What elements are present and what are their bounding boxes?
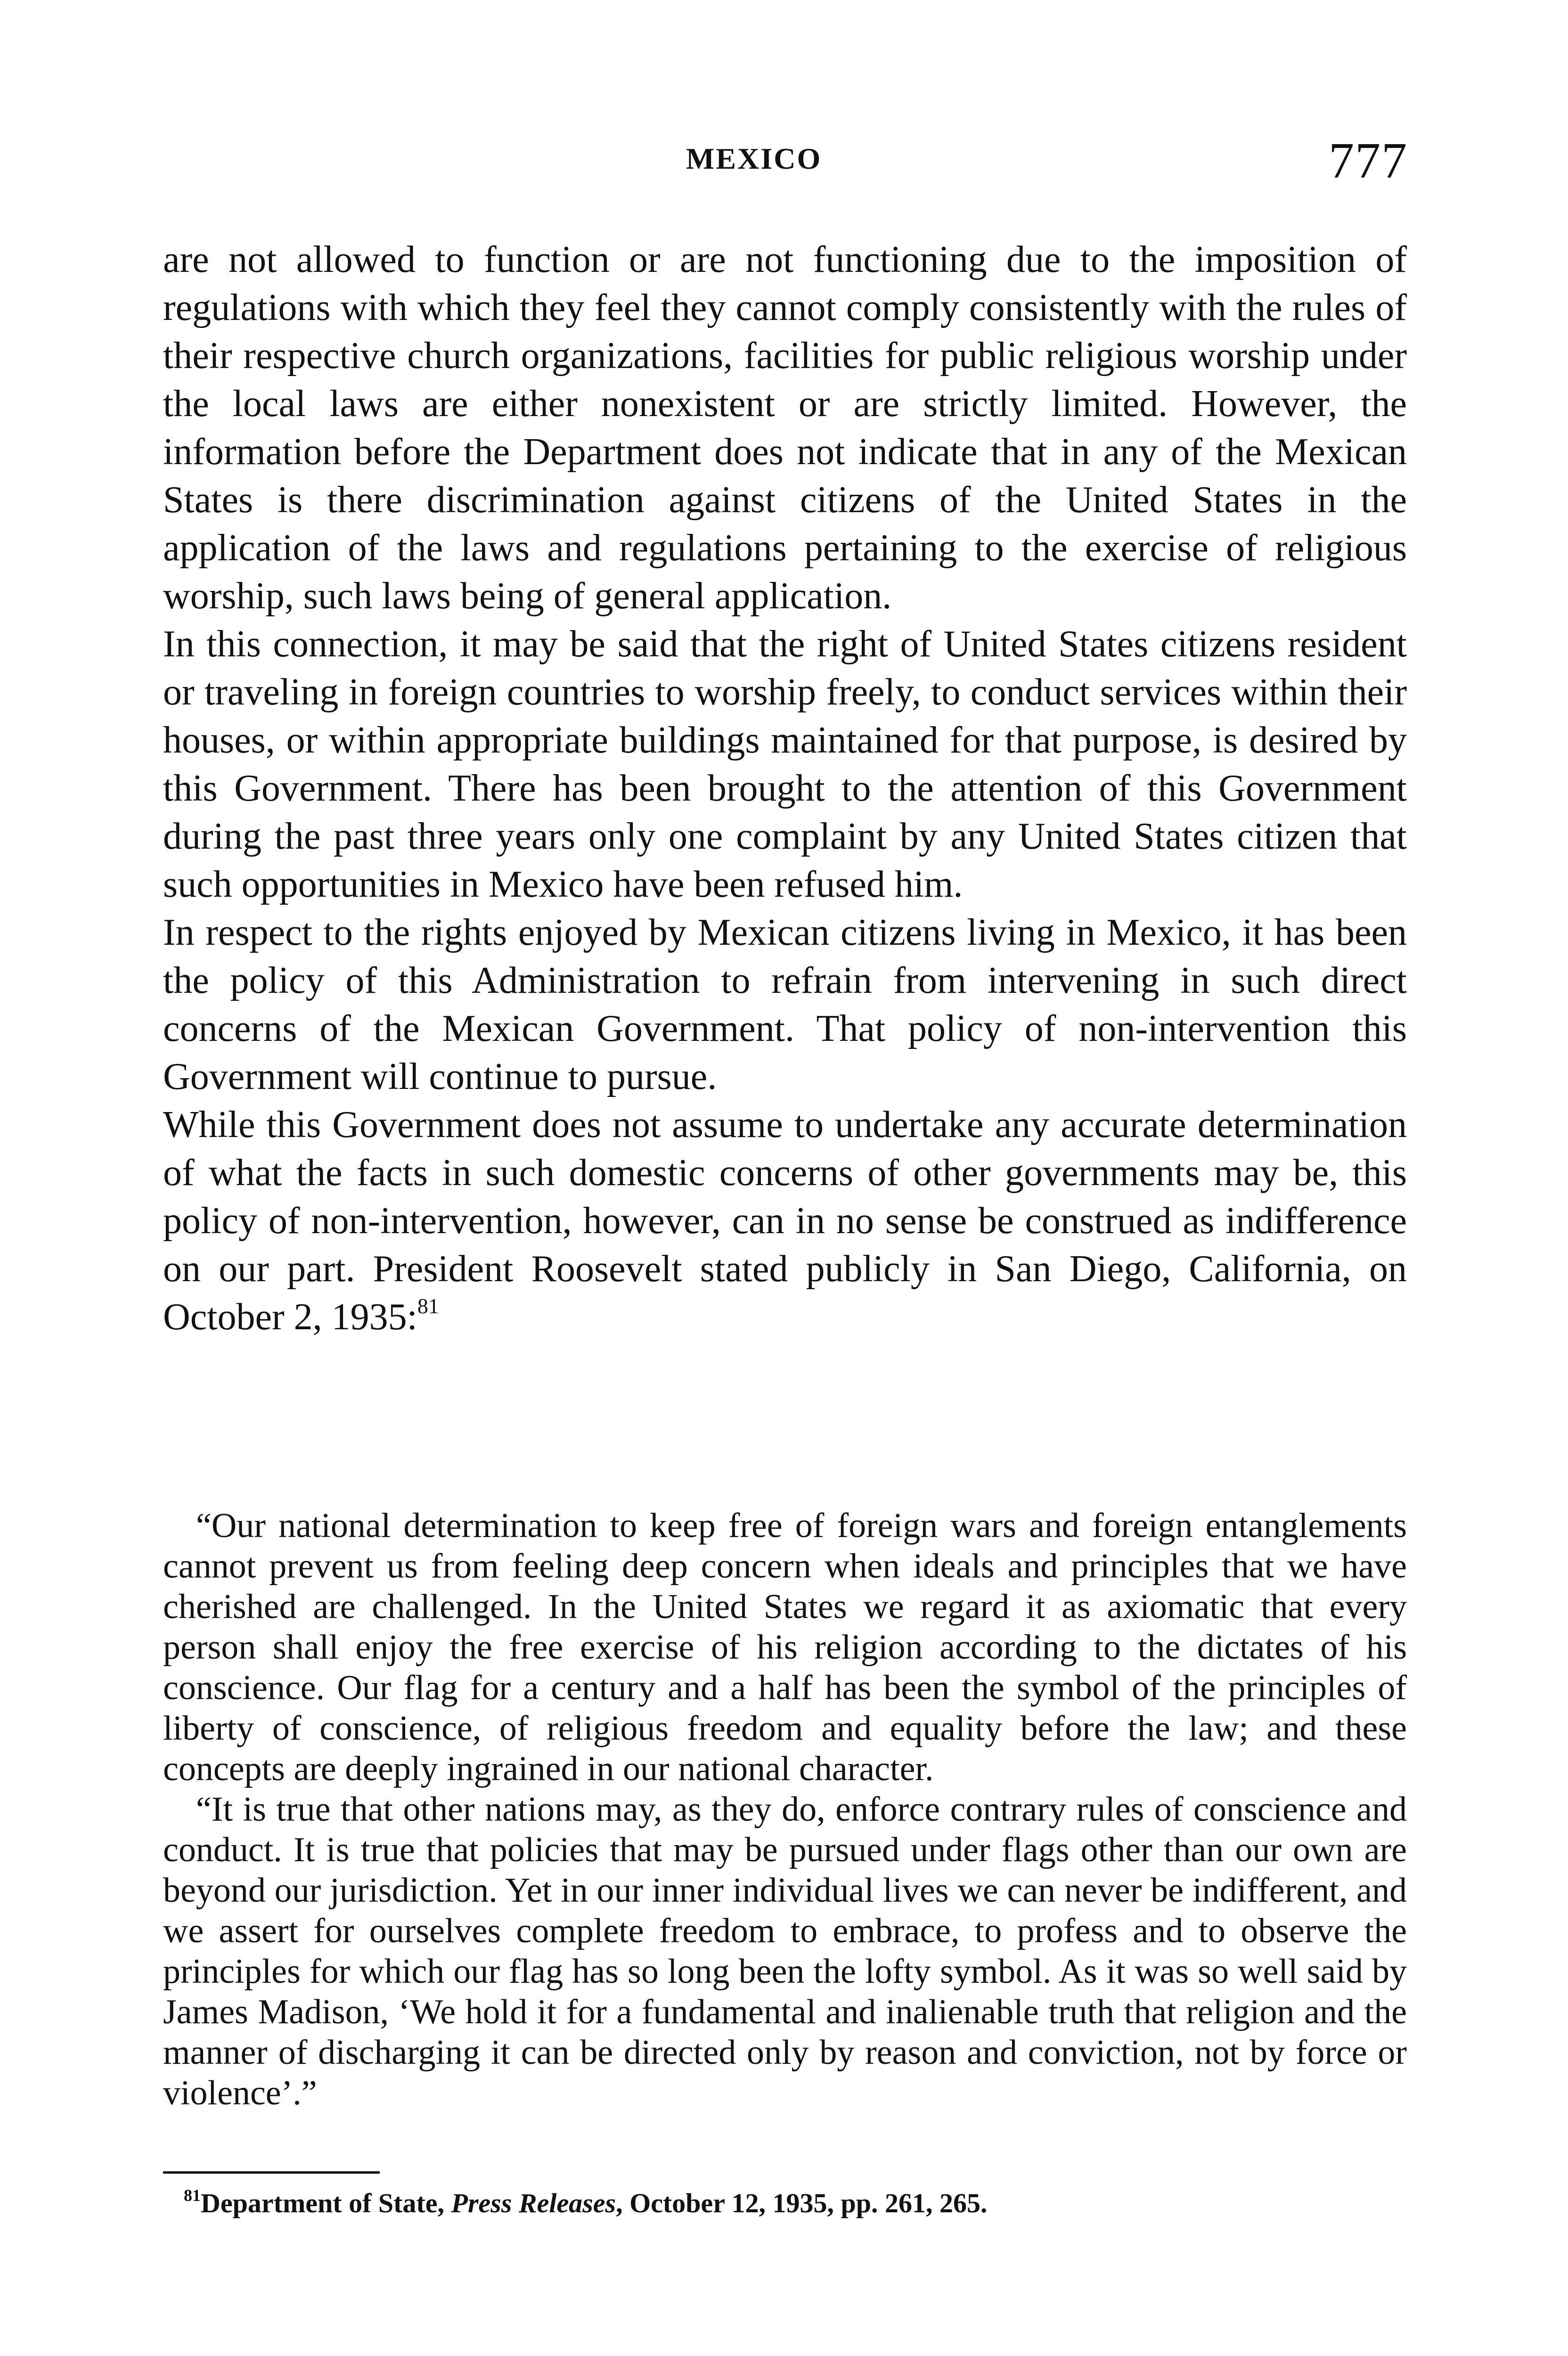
footnote-mark: 81 bbox=[184, 2186, 201, 2205]
footnote-text-after: , October 12, 1935, pp. 261, 265. bbox=[616, 2188, 988, 2218]
page-number: 777 bbox=[1329, 133, 1408, 189]
quote-paragraph: “Our national determination to keep free of foreign wars and foreign entanglements cannot prevent us from feeling deep concern when ideals and principles that we have cherished are challenged. In the United States we regard it as axiomatic that every person shall enjoy the free exercise of his religion according to the dictates of his conscience. Our flag for a century and a half has been the symbol of the principles of liberty of conscience, of religious freedom and equality before the law; and these concepts are deeply ingrained in our national character. bbox=[163, 1506, 1407, 1788]
footnote-publication: Press Releases bbox=[451, 2188, 616, 2218]
running-head: MEXICO bbox=[686, 142, 822, 175]
body-text bbox=[163, 236, 1407, 1341]
paragraph-text: While this Government does not assume to undertake any accurate determination of what the facts in such domestic concerns of other governments may be, this policy of non-intervention, however, can in no sense be construed as indifference on our part. President Roosevelt stated publicly in San Diego, California, on October 2, 1935: bbox=[163, 1104, 1407, 1338]
footnote-divider bbox=[163, 2171, 380, 2174]
paragraph: In respect to the rights enjoyed by Mexican citizens living in Mexico, it has been the policy of this Administration to refrain from intervening in such direct concerns of the Mexican Government. That policy of non-intervention this Government will continue to pursue. bbox=[163, 912, 1407, 1097]
paragraph: are not allowed to function or are not functioning due to the imposition of regulations with which they feel they cannot comply consistently with the rules of their respective church organizations, facilities for public religious worship under the local laws are either nonexistent or are strictly limited. However, the information before the Department does not indicate that in any of the Mexican States is there discrimination against citizens of the United States in the application of the laws and regulations pertaining to the exercise of religious worship, such laws being of general application. bbox=[163, 239, 1407, 617]
footnote-reference[interactable]: 81 bbox=[417, 1294, 439, 1318]
paragraph: In this connection, it may be said that the right of United States citizens resident or traveling in foreign countries to worship freely, to conduct services within their houses, or within appropriate buildings maintained for that purpose, is desired by this Government. There has been brought to the attention of this Government during the past three years only one complaint by any United States citizen that such opportunities in Mexico have been refused him. bbox=[163, 623, 1407, 905]
block-quote bbox=[163, 1505, 1407, 2113]
quote-paragraph: “It is true that other nations may, as they do, enforce contrary rules of conscience and conduct. It is true that policies that may be pursued under flags other than our own are beyond our jurisdiction. Yet in our inner individual lives we can never be indifferent, and we assert for ourselves complete freedom to embrace, to profess and to observe the principles for which our flag has so long been the lofty symbol. As it was so well said by James Madison, ‘We hold it for a fundamental and inalienable truth that religion and the manner of discharging it can be directed only by reason and conviction, not by force or violence’.” bbox=[163, 1790, 1407, 2112]
paragraph-with-footnote bbox=[163, 1101, 1407, 1341]
footnote bbox=[184, 2186, 1409, 2220]
footnote-text-before: Department of State, bbox=[201, 2188, 451, 2218]
